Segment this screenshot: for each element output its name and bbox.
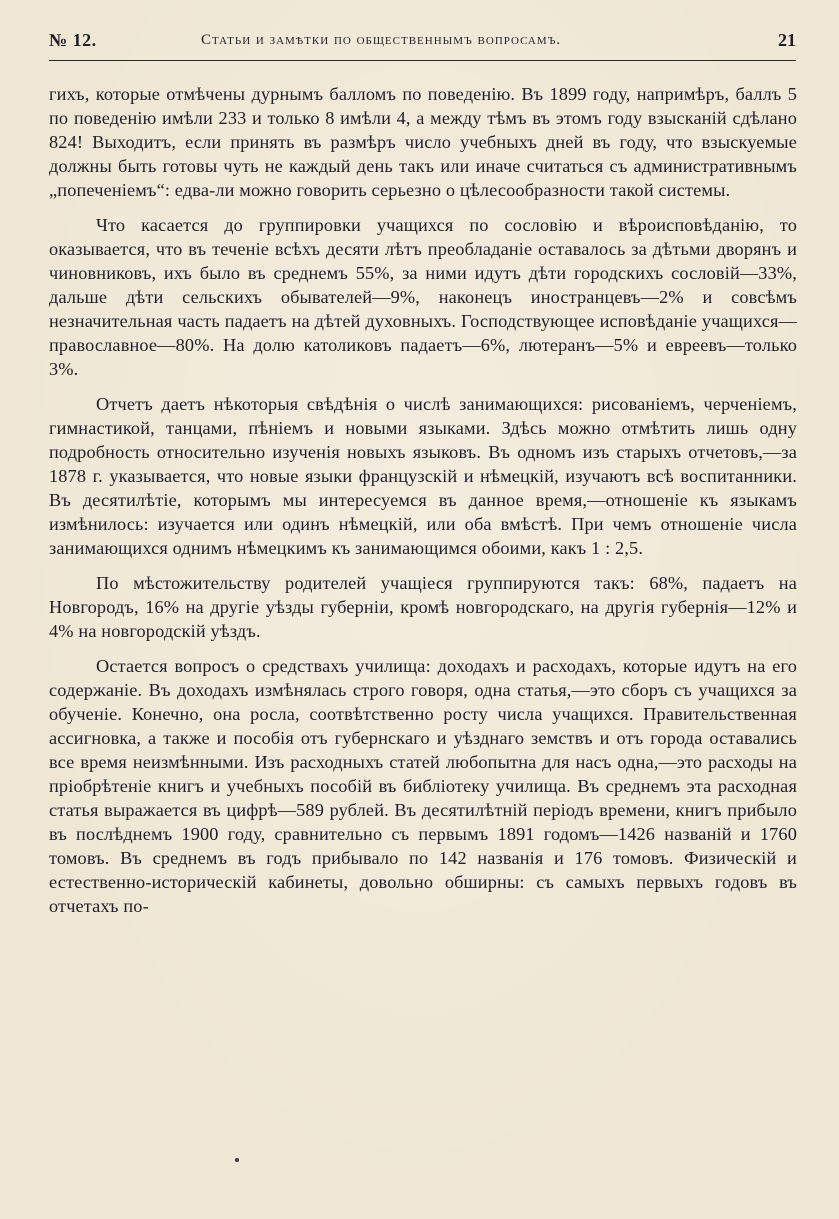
section-title: Статьи и замѣтки по общественнымъ вопросамъ. <box>201 32 562 48</box>
paragraph-2: Что касается до группировки учащихся по сословію и вѣроисповѣданію, то оказывается, что въ теченіе всѣхъ десяти лѣтъ преобладаніе оставалось за дѣтьми дворянъ и чиновниковъ, ихъ было въ среднемъ 55%, за ними идутъ дѣти городскихъ сословій—33%, дальше дѣти сельскихъ обывателей—9%, наконецъ иностранцевъ—2% и совсѣмъ незначительная часть падаетъ на дѣтей духовныхъ. Господствующее исповѣданіе учащихся—православное—80%. На долю католиковъ падаетъ—6%, лютеранъ—5% и евреевъ—только 3%. <box>49 215 797 379</box>
paragraph-3: Отчетъ даетъ нѣкоторыя свѣдѣнія о числѣ занимающихся: рисованіемъ, черченіемъ, гимнастикой, танцами, пѣніемъ и новыми языками. Здѣсь можно отмѣтить лишь одну подробность относительно изученія новыхъ языковъ. Въ одномъ изъ старыхъ отчетовъ,—за 1878 г. указывается, что новые языки французскій и нѣмецкій, изучаютъ всѣ воспитанники. Въ десятилѣтіе, которымъ мы интересуемся въ данное время,—отношеніе къ языкамъ измѣнилось: изучается или одинъ нѣмецкій, или оба вмѣстѣ. При чемъ отношеніе числа занимающихся однимъ нѣмецкимъ къ занимающимся обоими, какъ 1 : 2,5. <box>49 394 797 558</box>
paragraph-5: Остается вопросъ о средствахъ училища: доходахъ и расходахъ, которые идутъ на его содержаніе. Въ доходахъ измѣнялась строго говоря, одна статья,—это сборъ съ учащихся за обученіе. Конечно, она росла, соотвѣтственно росту числа учащихся. Правительственная ассигновка, а также и пособія отъ губернскаго и уѣзднаго земствъ и отъ города оставались все время неизмѣнными. Изъ расходныхъ статей любопытна для насъ одна,—это расходы на пріобрѣтеніе книгъ и учебныхъ пособій въ библіотеку училища. Въ среднемъ эта расходная статья выражается въ цифрѣ—589 рублей. Въ десятилѣтній періодъ времени, книгъ прибыло въ послѣднемъ 1900 году, сравнительно съ первымъ 1891 годомъ—1426 названій и 1760 томовъ. Въ среднемъ въ годъ прибывало по 142 названія и 176 томовъ. Физическій и естественно-историческій кабинеты, довольно обширны: съ самыхъ первыхъ годовъ въ отчетахъ по- <box>49 656 797 916</box>
page-number: 21 <box>778 30 796 50</box>
paragraph-4: По мѣстожительству родителей учащіеся группируются такъ: 68%, падаетъ на Новгородъ, 16% на другіе уѣзды губерніи, кромѣ новгородскаго, на другія губернія—12% и 4% на новгородскій уѣздъ. <box>49 573 797 641</box>
paragraph-1: гихъ, которые отмѣчены дурнымъ балломъ по поведенію. Въ 1899 году, напримѣръ, баллъ 5 по поведенію имѣли 233 и только 8 имѣли 4, а между тѣмъ въ этомъ году взысканій сдѣлано 824! Выходитъ, если принять въ размѣръ число учебныхъ дней въ году, что взыскуемые должны быть готовы чуть не каждый день такъ или иначе считаться съ административнымъ „попеченіемъ“: едва-ли можно говорить серьезно о цѣлесообразности такой системы. <box>49 84 797 200</box>
header-rule <box>49 60 796 61</box>
article-body <box>49 82 797 929</box>
ink-speck <box>235 1158 239 1162</box>
page-header <box>49 30 796 54</box>
issue-number: № 12. <box>49 30 97 50</box>
